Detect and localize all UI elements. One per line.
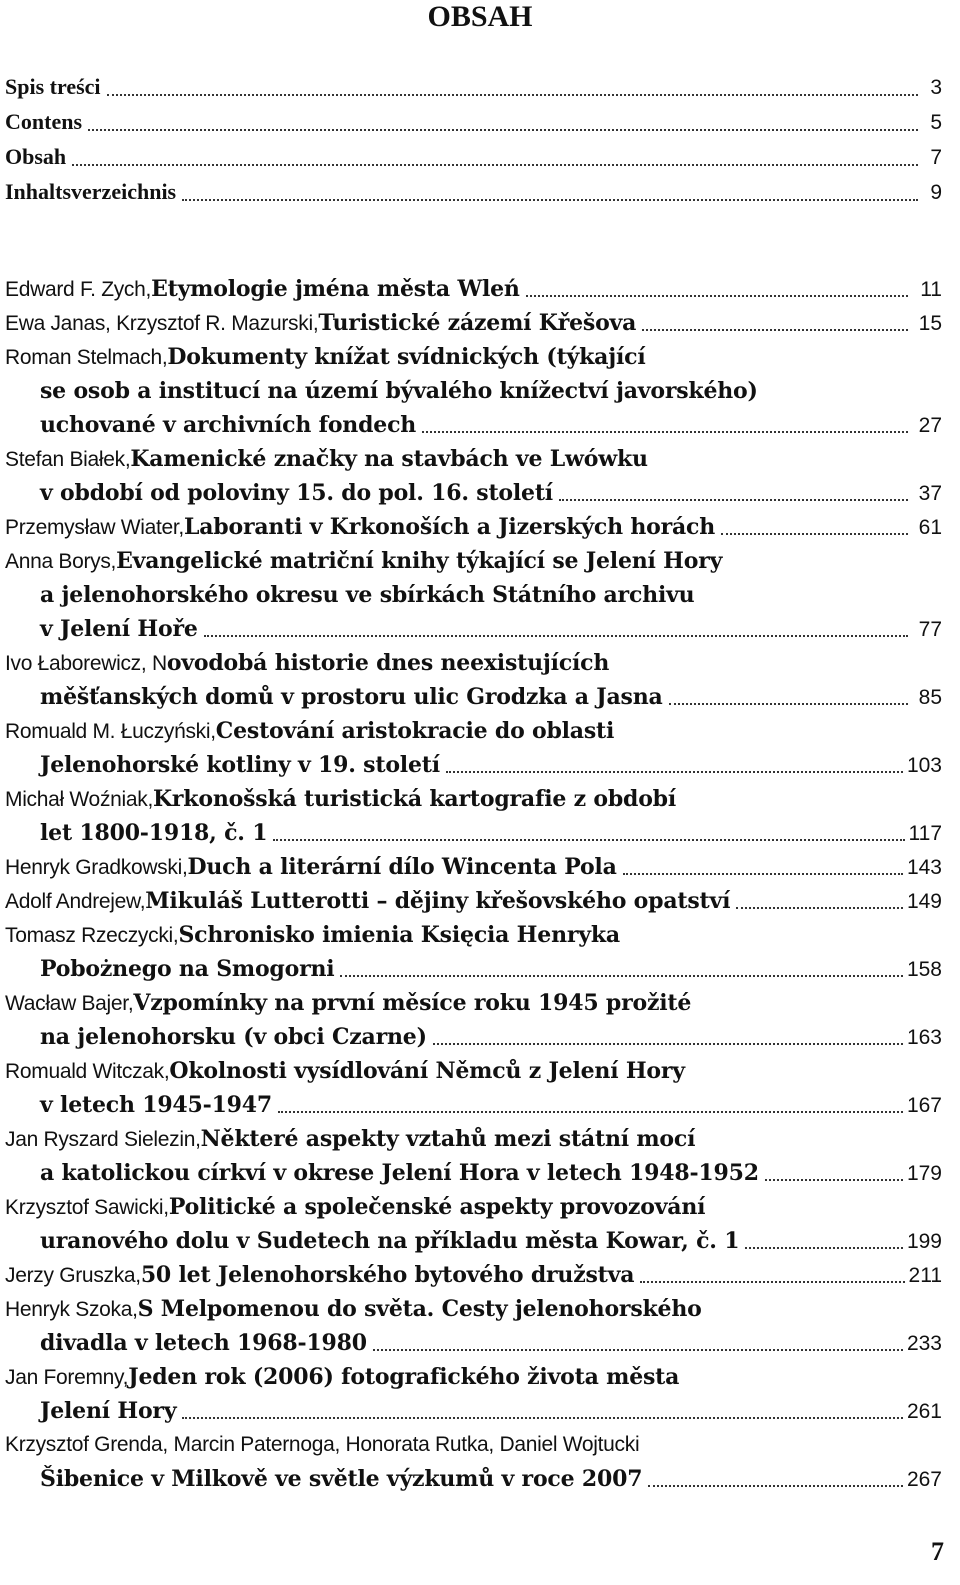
dot-leader xyxy=(107,93,918,96)
toc-entry-author: Ewa Janas, Krzysztof R. Mazurski, xyxy=(5,312,319,335)
toc-entry-title: na jelenohorsku (v obci Czarne) xyxy=(40,1024,427,1050)
toc-entry-page: 117 xyxy=(908,822,942,845)
toc-entry-first-line xyxy=(5,340,942,374)
toc-entry-author: Krzysztof Sawicki, xyxy=(5,1196,169,1219)
toc-entry[interactable] xyxy=(5,140,942,175)
dot-leader xyxy=(273,838,904,841)
toc-entry-first-line xyxy=(5,1292,942,1326)
toc-entry[interactable] xyxy=(5,70,942,105)
toc-entry-page: 103 xyxy=(906,754,942,777)
toc-entry-title: a jelenohorského okresu ve sbírkách Státního archivu xyxy=(40,582,695,608)
toc-entry-page: 158 xyxy=(906,958,942,981)
toc-entry-title: uranového dolu v Sudetech na příkladu města Kowar, č. 1 xyxy=(40,1228,740,1254)
toc-entry-author: Ivo Łaborewicz, N xyxy=(5,652,167,675)
dot-leader xyxy=(88,128,918,131)
toc-entry-continuation-line xyxy=(5,748,942,782)
toc-entry-author: Roman Stelmach, xyxy=(5,346,168,369)
toc-entry-author: Tomasz Rzeczycki, xyxy=(5,924,179,947)
toc-entry-first-line xyxy=(5,1360,942,1394)
toc-entry-author: Romuald M. Łuczyński, xyxy=(5,720,216,743)
toc-entry-title: let 1800-1918, č. 1 xyxy=(40,820,268,846)
toc-entry-continuation-line xyxy=(5,680,942,714)
toc-entry-continuation-line xyxy=(5,1462,942,1496)
toc-entry-page: 27 xyxy=(918,414,942,437)
toc-entry[interactable] xyxy=(5,175,942,210)
toc-entry[interactable] xyxy=(5,1122,942,1190)
toc-entry-title: S Melpomenou do světa. Cesty jelenohorského xyxy=(137,1296,702,1322)
toc-entry-page: 5 xyxy=(930,111,942,134)
toc-entry[interactable] xyxy=(5,1360,942,1428)
toc-entry-first-line xyxy=(5,1428,942,1462)
toc-entry-title: 50 let Jelenohorského bytového družstva xyxy=(140,1262,635,1288)
toc-entry-title: Evangelické matriční knihy týkající se Jelení Hory xyxy=(116,548,723,574)
toc-entry-first-line xyxy=(5,442,942,476)
toc-entry-page: 167 xyxy=(906,1094,942,1117)
toc-entry-title: v Jelení Hoře xyxy=(40,616,198,642)
toc-entry-continuation-line xyxy=(5,1088,942,1122)
toc-entry-title: Obsah xyxy=(5,144,67,169)
toc-entry-title: Duch a literární dílo Wincenta Pola xyxy=(187,854,617,880)
toc-entry-page: 179 xyxy=(906,1162,942,1185)
dot-leader xyxy=(648,1484,903,1487)
toc-entry-first-line xyxy=(5,1190,942,1224)
toc-entry-author: Jan Foremny, xyxy=(5,1366,129,1389)
toc-entry[interactable] xyxy=(5,442,942,510)
toc-entry[interactable] xyxy=(5,918,942,986)
dot-leader xyxy=(669,702,908,705)
toc-entry-title: v letech 1945-1947 xyxy=(40,1092,272,1118)
toc-entry-first-line xyxy=(5,272,942,306)
toc-entry[interactable] xyxy=(5,986,942,1054)
toc-entry-page: 163 xyxy=(906,1026,942,1049)
toc-entry-title: Některé aspekty vztahů mezi státní mocí xyxy=(200,1126,696,1152)
toc-entry[interactable] xyxy=(5,510,942,544)
toc-entry-first-line xyxy=(5,646,942,680)
toc-entry-author: Edward F. Zych, xyxy=(5,278,152,301)
toc-entry-continuation-line xyxy=(5,952,942,986)
dot-leader xyxy=(373,1348,903,1351)
toc-entry[interactable] xyxy=(5,1258,942,1292)
toc-entry-author: Michał Woźniak, xyxy=(5,788,153,811)
dot-leader xyxy=(204,634,908,637)
toc-entry-page: 199 xyxy=(906,1230,942,1253)
page-number: 7 xyxy=(931,1537,944,1566)
toc-entry-title: divadla v letech 1968-1980 xyxy=(40,1330,367,1356)
toc-entry-title: Šibenice v Milkově ve světle výzkumů v roce 2007 xyxy=(40,1466,643,1492)
toc-entry-title: Spis treści xyxy=(5,74,101,99)
toc-entry[interactable] xyxy=(5,1292,942,1360)
dot-leader xyxy=(422,430,908,433)
toc-entry-title: Pobożnego na Smogorni xyxy=(40,956,335,982)
toc-entry-continuation-line xyxy=(5,1394,942,1428)
dot-leader xyxy=(721,532,908,535)
toc-entry[interactable] xyxy=(5,105,942,140)
page-title: OBSAH xyxy=(427,0,533,33)
dot-leader xyxy=(559,498,908,501)
toc-entry-continuation-line xyxy=(5,1224,942,1258)
toc-entry-author: Romuald Witczak, xyxy=(5,1060,170,1083)
dot-leader xyxy=(433,1042,903,1045)
toc-entry[interactable] xyxy=(5,272,942,306)
toc-entry-page: 7 xyxy=(930,146,942,169)
toc-entry-page: 149 xyxy=(906,890,942,913)
toc-entry-continuation-line xyxy=(5,816,942,850)
dot-leader xyxy=(640,1280,904,1283)
toc-entry-title: Turistické zázemí Křešova xyxy=(318,310,637,336)
toc-entry-author: Przemysław Wiater, xyxy=(5,516,184,539)
toc-entry-title: Vzpomínky na první měsíce roku 1945 prožité xyxy=(133,990,692,1016)
toc-entry-page: 3 xyxy=(930,76,942,99)
toc-entry-continuation-line xyxy=(5,1020,942,1054)
toc-entry-page: 267 xyxy=(906,1468,942,1491)
toc-entry-first-line xyxy=(5,510,942,544)
toc-entry-first-line xyxy=(5,306,942,340)
dot-leader xyxy=(745,1246,903,1249)
toc-entry-first-line xyxy=(5,986,942,1020)
toc-entry-title: Etymologie jména města Wleń xyxy=(151,276,520,302)
toc-entry-continuation-line xyxy=(5,408,942,442)
dot-leader xyxy=(642,328,908,331)
toc-entry-title: měšťanských domů v prostoru ulic Grodzka a Jasna xyxy=(40,684,663,710)
toc-entry-continuation-line xyxy=(5,1326,942,1360)
toc-entry-author: Henryk Szoka, xyxy=(5,1298,138,1321)
dot-leader xyxy=(182,1416,903,1419)
toc-entry-first-line xyxy=(5,850,942,884)
toc-entry-title: Kamenické značky na stavbách ve Lwówku xyxy=(130,446,648,472)
dot-leader xyxy=(623,872,903,875)
toc-entry[interactable] xyxy=(5,544,942,646)
article-list xyxy=(5,272,942,1496)
toc-entry-page: 77 xyxy=(918,618,942,641)
toc-entry-page: 85 xyxy=(918,686,942,709)
toc-entry-page: 143 xyxy=(906,856,942,879)
toc-entry-title: Contens xyxy=(5,109,83,134)
toc-entry-author: Henryk Gradkowski, xyxy=(5,856,188,879)
toc-entry-page: 9 xyxy=(930,181,942,204)
toc-entry-author: Jan Ryszard Sielezin, xyxy=(5,1128,201,1151)
toc-entry[interactable] xyxy=(5,714,942,782)
toc-entry-title: Mikuláš Lutterotti – dějiny křešovského opatství xyxy=(145,888,731,914)
toc-entry-page: 233 xyxy=(906,1332,942,1355)
toc-entry-author: Stefan Białek, xyxy=(5,448,131,471)
toc-entry-author: Adolf Andrejew, xyxy=(5,890,146,913)
toc-entry-title: Schronisko imienia Księcia Henryka xyxy=(178,922,620,948)
toc-entry-title: Cestování aristokracie do oblasti xyxy=(215,718,615,744)
dot-leader xyxy=(340,974,903,977)
toc-entry[interactable] xyxy=(5,782,942,850)
toc-entry-author: Krzysztof Grenda, Marcin Paternoga, Honorata Rutka, Daniel Wojtucki xyxy=(5,1433,640,1456)
front-matter-list xyxy=(5,70,942,210)
toc-entry-title: Okolnosti vysídlování Němců z Jelení Hory xyxy=(169,1058,685,1084)
toc-entry-first-line xyxy=(5,1258,942,1292)
toc-entry-title: Dokumenty knížat svídnických (týkající xyxy=(167,344,646,370)
toc-entry[interactable] xyxy=(5,1054,942,1122)
dot-leader xyxy=(765,1178,903,1181)
toc-entry-first-line xyxy=(5,884,942,918)
toc-entry-title: Jelení Hory xyxy=(40,1398,177,1424)
toc-entry[interactable] xyxy=(5,340,942,442)
toc-entry-continuation-line xyxy=(5,476,942,510)
toc-entry-author: Anna Borys, xyxy=(5,550,117,573)
toc-entry-title: v období od poloviny 15. do pol. 16. století xyxy=(40,480,553,506)
toc-entry-title: Krkonošská turistická kartografie z období xyxy=(153,786,677,812)
toc-entry-page: 261 xyxy=(906,1400,942,1423)
toc-entry-first-line xyxy=(5,918,942,952)
toc-entry-title: Inhaltsverzeichnis xyxy=(5,179,177,204)
toc-entry-first-line xyxy=(5,1054,942,1088)
toc-entry-title: Jeden rok (2006) fotografického života města xyxy=(128,1364,680,1390)
toc-entry-title: se osob a institucí na území bývalého knížectví javorského) xyxy=(40,378,758,404)
toc-entry-page: 37 xyxy=(918,482,942,505)
toc-entry-title: a katolickou církví v okrese Jelení Hora v letech 1948-1952 xyxy=(40,1160,759,1186)
toc-entry[interactable] xyxy=(5,646,942,714)
toc-entry-first-line xyxy=(5,714,942,748)
toc-entry-page: 15 xyxy=(918,312,942,335)
toc-entry[interactable] xyxy=(5,850,942,884)
toc-entry[interactable] xyxy=(5,306,942,340)
toc-entry-title: Jelenohorské kotliny v 19. století xyxy=(40,752,440,778)
toc-entry-title: uchované v archivních fondech xyxy=(40,412,417,438)
toc-entry[interactable] xyxy=(5,1190,942,1258)
toc-entry-first-line xyxy=(5,544,942,578)
toc-entry-first-line xyxy=(5,782,942,816)
toc-entry-first-line xyxy=(5,1122,942,1156)
dot-leader xyxy=(736,906,903,909)
dot-leader xyxy=(182,198,918,201)
toc-entry[interactable] xyxy=(5,1428,942,1496)
dot-leader xyxy=(278,1110,903,1113)
toc-entry-author: Wacław Bajer, xyxy=(5,992,134,1015)
toc-entry-continuation-line xyxy=(5,612,942,646)
toc-entry-title: Politické a společenské aspekty provozování xyxy=(168,1194,706,1220)
dot-leader xyxy=(72,163,918,166)
toc-entry-title: ovodobá historie dnes neexistujících xyxy=(166,650,610,676)
toc-entry-page: 61 xyxy=(918,516,942,539)
toc-entry-continuation-line xyxy=(5,374,942,408)
toc-entry-continuation-line xyxy=(5,578,942,612)
dot-leader xyxy=(526,294,908,297)
toc-entry-continuation-line xyxy=(5,1156,942,1190)
toc-entry-page: 211 xyxy=(908,1264,942,1287)
toc-entry-title: Laboranti v Krkonoších a Jizerských horách xyxy=(183,514,716,540)
dot-leader xyxy=(446,770,903,773)
toc-entry-page: 11 xyxy=(920,278,942,301)
toc-entry[interactable] xyxy=(5,884,942,918)
toc-entry-author: Jerzy Gruszka, xyxy=(5,1264,141,1287)
